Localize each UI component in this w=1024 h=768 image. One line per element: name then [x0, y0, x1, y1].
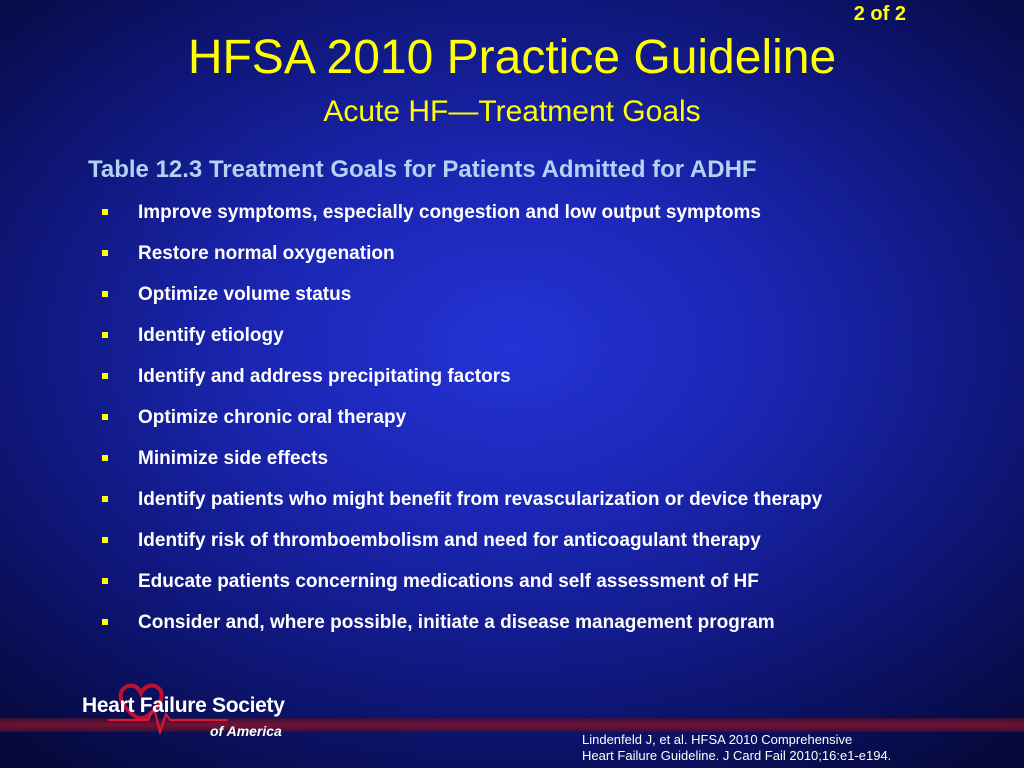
square-bullet-icon — [102, 537, 108, 543]
bullet-text: Identify risk of thromboembolism and need for anticoagulant therapy — [138, 530, 761, 551]
bullet-text: Identify etiology — [138, 325, 284, 346]
bullet-item — [100, 530, 920, 551]
table-heading: Table 12.3 Treatment Goals for Patients Admitted for ADHF — [88, 156, 757, 183]
square-bullet-icon — [102, 455, 108, 461]
square-bullet-icon — [102, 414, 108, 420]
bullet-list — [100, 202, 920, 653]
bullet-item — [100, 325, 920, 346]
bullet-text: Identify and address precipitating factors — [138, 366, 511, 387]
square-bullet-icon — [102, 496, 108, 502]
bullet-text: Optimize volume status — [138, 284, 352, 305]
bullet-text: Improve symptoms, especially congestion and low output symptoms — [138, 202, 761, 223]
bullet-item — [100, 243, 920, 264]
logo-line1: Heart Failure Society — [82, 694, 285, 717]
square-bullet-icon — [102, 209, 108, 215]
square-bullet-icon — [102, 291, 108, 297]
bullet-text: Minimize side effects — [138, 448, 329, 469]
bullet-text: Identify patients who might benefit from revascularization or device therapy — [138, 489, 823, 510]
square-bullet-icon — [102, 373, 108, 379]
hfsa-logo — [78, 678, 318, 748]
bullet-item — [100, 202, 920, 223]
citation — [582, 732, 891, 764]
bullet-item — [100, 407, 920, 428]
bullet-item — [100, 366, 920, 387]
citation-line1: Lindenfeld J, et al. HFSA 2010 Comprehensive — [582, 732, 853, 747]
bullet-item — [100, 284, 920, 305]
square-bullet-icon — [102, 250, 108, 256]
bullet-item — [100, 571, 920, 592]
logo-line2: of America — [210, 723, 282, 739]
slide-subtitle: Acute HF—Treatment Goals — [323, 95, 701, 128]
bullet-text: Restore normal oxygenation — [138, 243, 395, 264]
bullet-item — [100, 448, 920, 469]
square-bullet-icon — [102, 332, 108, 338]
slide-title: HFSA 2010 Practice Guideline — [187, 31, 837, 84]
square-bullet-icon — [102, 619, 108, 625]
bullet-item — [100, 489, 920, 510]
bullet-text: Consider and, where possible, initiate a disease management program — [138, 612, 775, 633]
page-indicator: 2 of 2 — [853, 3, 906, 25]
bullet-item — [100, 612, 920, 633]
bullet-text: Optimize chronic oral therapy — [138, 407, 407, 428]
citation-line2: Heart Failure Guideline. J Card Fail 2010;16:e1-e194. — [582, 748, 892, 763]
bullet-text: Educate patients concerning medications and self assessment of HF — [138, 571, 759, 592]
square-bullet-icon — [102, 578, 108, 584]
